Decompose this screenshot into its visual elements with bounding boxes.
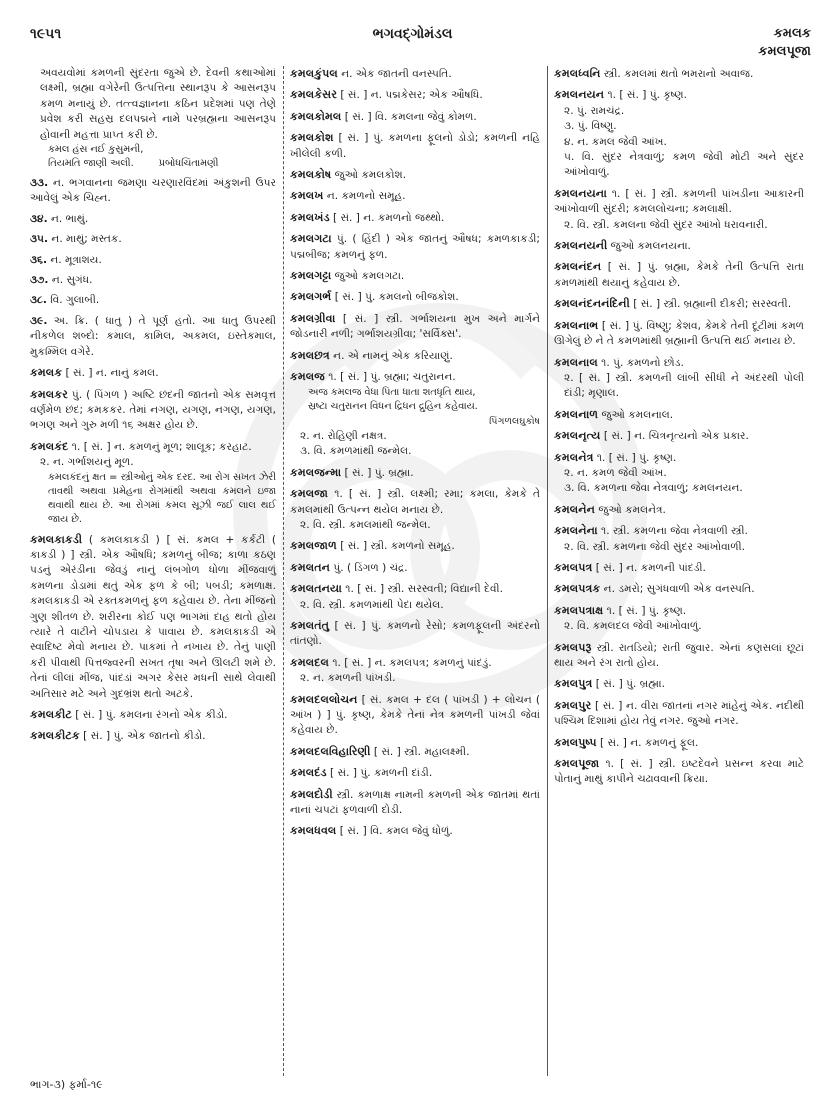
- column-2: [283, 66, 547, 1076]
- headword: કમલનેત્ર: [554, 450, 594, 464]
- headword: કમલજ: [290, 370, 325, 384]
- dictionary-entry: કમલપુર [ સં. ] ન. વીરા જાતનાં નગર માંહેનું એક. નદીથી પશ્ચિમ દિશામાં હોય તેવું નગર. જુઓ નગર.: [554, 698, 804, 728]
- running-title: ભગવદ્ગોમંડલ: [372, 26, 453, 42]
- headword: કમલકીટ: [30, 708, 72, 721]
- dictionary-entry: કમલપુષ્પ [ સં. ] ન. કમળનું ફૂલ.: [554, 735, 699, 749]
- numbered-sense: ૩૭. ન. સુગંધ.: [30, 274, 93, 287]
- headword: કમલપરૂ: [554, 640, 592, 654]
- dictionary-entry: કમલકીટ [ સં. ] પું. કમલના રંગનો એક કીડો.: [30, 708, 228, 721]
- headword: કમલનાળ: [554, 407, 599, 421]
- quote-source: પિંગળલઘુકોષ: [489, 415, 540, 427]
- dictionary-entry: કમલખ ન. કમળનો સમૂહ.: [290, 189, 406, 203]
- headword: કમલજા: [290, 487, 329, 501]
- headword: કમલજાળ: [290, 539, 337, 553]
- dictionary-entry: કમલકાકડી ( કમલકાકડી ) [ સં. કમલ + કર્કટી ( કાકડી ) ] સ્ત્રી. એક ઔષધિ; કમળનું બીજ; કાળા કઠણ પડનું એરંડીના જેવડું નાનું લંબગોળ ધોળા મીંજવાળું કમળના ડોડામાં થતું એક ફળ કે બી; પબડી; કમળાક્ષ. કમલકાકડી એ રક્તકમળનું ફળ કહેવાય છે. તેના મીંજનો ગુણ શીતળ છે. શરીરના કોઈ પણ ભાગમાં દાહ થતો હોય ત્યારે તે વાટીને ચોપડાય કે પાવાય છે. કમલકાકડી એ સ્વાદિષ્ટ મેવો મનાય છે. પાકમાં તે નખાય છે. તેનું પાણી કરી પીવાથી પિત્તજ્વરની સખત તૃષા અને ઊલટી શમે છે. તેનાં લીલાં મીંજ, પાંદડાં અગર કેસર મધની સાથે લેવાથી અતિસાર મટે અને ગુદભ્રંશ થતો અટકે.: [30, 532, 276, 700]
- dictionary-entry: કમલનયના ૧. [ સં. ] સ્ત્રી. કમળની પાંખડીના આકારની આંખોવાળી સુંદરી; કમલલોચના; કમલાક્ષી. ૨. વિ. સ્ત્રી. કમલના જેવી સુંદર આંખો ધરાવનારી.: [554, 186, 804, 231]
- dictionary-entry: કમલદોડી સ્ત્રી. કમળાક્ષ નામની કમળની એક જાતમાં થતાં નાનાં ચપટાં ફળવાળી દોડી.: [290, 787, 541, 817]
- headword: કમલનાભ: [554, 318, 599, 332]
- quote-line: અજ કમલજ વેધા પિતા ધાતા શતધૃતિ થાય,: [308, 386, 476, 398]
- quote-line: સ્રષ્ટા ચતુરાનન વિધન દ્રિધન દ્રુહિન કહેવાય.: [308, 400, 478, 412]
- dictionary-entry: કમલનૃત્ય [ સં. ] ન. ચિત્રનૃત્યનો એક પ્રકાર.: [554, 429, 749, 443]
- headword: કમલગટ્ટા: [290, 269, 332, 283]
- numbered-sense: ૩૪. ન. ભાથું.: [30, 212, 89, 225]
- numbered-sense: ૩૫. ન. માથું; મસ્તક.: [30, 233, 122, 246]
- dictionary-entry: કમલધ્વનિ સ્ત્રી. કમલમાં થતો ભમરાનો અવાજ.: [554, 67, 754, 80]
- headword: કમલકંદ: [30, 439, 69, 453]
- headword: કમલપુત્ર: [554, 677, 593, 691]
- dictionary-entry: કમલગટા પું. ( હિંદી ) એક જાતનું ઔષધ; કમળકાકડી; પદ્મબીજ; કમળનું ફળ.: [290, 232, 540, 261]
- headword: કમલખંડ: [290, 210, 330, 224]
- headword: કમલદલ: [290, 655, 329, 669]
- headword: કમલગટા: [290, 232, 332, 246]
- headword: કમલક: [30, 366, 63, 380]
- headword: કમલકેસર: [290, 88, 337, 102]
- dictionary-entry: કમલકર પું. ( પિંગળ ) અષ્ટિ છંદની જાતનો એક સમવૃત્ત વર્ણમેળ છંદ; કમકકર. તેમાં નગણ, યગણ, નગણ, યગણ, ભગણ અને ગુરુ મળી ૧૬ અક્ષર હોય છે.: [30, 387, 276, 432]
- dictionary-entry: કમલછત્ર ન. એ નામનું એક કરિયાણું.: [290, 348, 453, 362]
- headword: કમલદંડ: [290, 766, 327, 780]
- dictionary-entry: કમલનંદનનંદિની [ સં. ] સ્ત્રી. બ્રહ્માની દીકરી; સરસ્વતી.: [554, 297, 792, 311]
- headword: કમલનેન: [554, 502, 595, 516]
- dictionary-entry: કમલકોષ જુઓ કમલકોશ.: [290, 168, 407, 182]
- headword: કમલનૃત્ય: [554, 429, 601, 443]
- headword: કમલદલવિહારિણી: [290, 744, 371, 758]
- dictionary-entry: કમલપરૂ સ્ત્રી. રાતડિયો; રાતી જુવાર. એનાં કણસલાં છૂટાં થાય અને રંગ રાતો હોય.: [554, 640, 804, 669]
- dictionary-entry: કમલપત્રાક્ષ ૧. [ સં. ] પું. કૃષ્ણ. ૨. વિ. કમલદલ જેવી આંખોવાળું.: [554, 603, 702, 633]
- quote-source: પ્રબોધચિંતામણી: [158, 158, 219, 170]
- headword: કમલકોમલ: [290, 109, 342, 123]
- dictionary-entry: કમલનયન ૧. [ સં. ] પું. કૃષ્ણ. ૨. પું. રામચંદ્ર. ૩. પું. વિષ્ણુ. ૪. ન. કમલ જેવી આંખ. ૫. વિ. સુંદર નેત્રવાળું; કમળ જેવી મોટી અને સુંદર આંખોવાળું.: [554, 88, 804, 179]
- headword: કમલદોડી: [290, 787, 333, 801]
- headword: કમલપુર: [554, 698, 592, 712]
- dictionary-entry: કમલનેત્ર ૧. [ સં. ] પું. કૃષ્ણ. ૨. ન. કમળ જેવી આંખ. ૩. વિ. કમળના જેવા નેત્રવાળું; કમલનયન.: [554, 450, 743, 495]
- headword: કમલપૂજા: [554, 757, 600, 771]
- dictionary-entry: કમલપૂજા ૧. [ સં. ] સ્ત્રી. ઇષ્ટદેવને પ્રસન્ન કરવા માટે પોતાનું માથું કાપીને ચઢાવવાની ક્રિયા.: [554, 757, 804, 786]
- headword: કમલપત્રાક્ષ: [554, 603, 604, 617]
- usage-note: કમલકંદનું ક્ષત = સ્ત્રીઓનું એક દરદ. આ રોગ સખત ઝેરી તાવથી અથવા પ્રમેહના રોગમાંથી અથવા કમલને ઇજા થવાથી થાય છે. આ રોગમાં કમલ સૂઝી જઈ લાલ થઈ જાય છે.: [48, 471, 276, 525]
- headword: કમલગ્રીવા: [290, 311, 336, 325]
- headword: કમલદલલોચન: [290, 692, 358, 706]
- headword: કમલતન: [290, 560, 331, 574]
- dictionary-entry: કમલજ ૧. [ સં. ] પું. બ્રહ્મા; ચતુરાનન. અજ કમલજ વેધા પિતા ધાતા શતધૃતિ થાય, સ્રષ્ટા ચતુરાનન વિધન દ્રિધન દ્રુહિન કહેવાય. પિંગળલઘુકોષ ૨. ન. રોહિણી નક્ષત્ર. ૩. વિ. કમળમાંથી જન્મેલ.: [290, 370, 540, 458]
- dictionary-entry: કમલજાળ [ સં. ] સ્ત્રી. કમળનો સમૂહ.: [290, 539, 455, 553]
- headword: કમલધવલ: [290, 824, 337, 838]
- printer-signature: ભાગ-૩) ફર્મા-૧૯: [30, 1078, 103, 1091]
- dictionary-entry: કમલગર્ભ [ સં. ] પું. કમલનો બીજકોશ.: [290, 290, 459, 304]
- dictionary-entry: કમલતંતુ [ સં. ] પું. કમળનો રેસો; કમળફૂલની અંદરનો તાંતણો.: [290, 618, 540, 648]
- dictionary-entry: કમલનયની જુઓ કમલનયના.: [554, 239, 691, 253]
- headword: કમલખ: [290, 189, 324, 203]
- headword: કમલકર: [30, 387, 68, 401]
- dictionary-entry: કમલનાભ [ સં. ] પું. વિષ્ણુ; કેશવ, કેમકે તેની દૂંટીમાં કમળ ઊગેલું છે ને તે કમળમાંથી બ્રહ્માની ઉત્પત્તિ થઈ મનાય છે.: [554, 318, 804, 348]
- dictionary-entry: કમલપત્રક ન. ડમરો; સુગંધવાળી એક વનસ્પતિ.: [554, 582, 755, 596]
- dictionary-entry: કમલકેસર [ સં. ] ન. પદ્મકેસર; એક ઔષધિ.: [290, 88, 483, 102]
- dictionary-entry: કમલખંડ [ સં. ] ન. કમળનો જથ્થો.: [290, 210, 445, 224]
- headword: કમલનયન: [554, 88, 605, 102]
- column-3: [547, 66, 804, 1076]
- headword: કમલનયના: [554, 186, 607, 200]
- headword: કમલકુંપલ: [290, 67, 338, 80]
- headword: કમલજન્મા: [290, 465, 342, 479]
- dictionary-entry: કમલધવલ [ સં. ] વિ. કમલ જેવું ધોળું.: [290, 824, 453, 838]
- dictionary-entry: કમલપુત્ર [ સં. ] પું. બ્રહ્મા.: [554, 677, 665, 691]
- dictionary-entry: કમલનાલ ૧. પું. કમળનો છોડ. ૨. [ સં. ] સ્ત્રી. કમળની લાંબી સીધી ને અંદરથી પોલી દાંડી; મૃણાલ.: [554, 355, 804, 400]
- dictionary-entry: કમલદંડ [ સં. ] પું. કમળની દાંડી.: [290, 766, 433, 780]
- continuation-text: અવયવોમાં કમળની સુંદરતા જુએ છે. દેવની કથાઓમાં લક્ષ્મી, બ્રહ્મા વગેરેની ઉત્પત્તિના સ્થાનરૂપ કે આસનરૂપ કમળ મનાયું છે. તત્ત્વજ્ઞાનના કઠિન પ્રદેશમાં પણ તેણે પ્રવેશ કરી સહસ્ર દલપદ્મને નામે પરબ્રહ્મના આસનરૂપ હોવાની મહત્તા પ્રાપ્ત કરી છે.: [40, 67, 276, 141]
- headword: કમલકોષ: [290, 168, 332, 182]
- dictionary-entry: કમલકંદ ૧. [ સં. ] ન. કમળનું મૂળ; શાલૂક; કરહાટ. ૨. ન. ગર્ભાશયનું મૂળ. કમલકંદનું ક્ષત = સ્ત્રીઓનું એક દરદ. આ રોગ સખત ઝેરી તાવથી અથવા પ્રમેહના રોગમાંથી અથવા કમલને ઇજા થવાથી થાય છે. આ રોગમાં કમલ સૂઝી જઈ લાલ થઈ જાય છે.: [30, 439, 276, 525]
- dictionary-entry: કમલકુંપલ ન. એક જાતની વનસ્પતિ.: [290, 67, 452, 80]
- column-1: [30, 66, 283, 1076]
- dictionary-entry: કમલદલ ૧. [ સં. ] ન. કમલપત્ર; કમળનું પાંદડું. ૨. ન. કમળની પાંખડી.: [290, 655, 492, 685]
- headword: કમલનંદનનંદિની: [554, 297, 630, 311]
- dictionary-entry: કમલકોમલ [ સં. ] વિ. કમલના જેવું કોમળ.: [290, 109, 477, 123]
- guide-word-last: કમલપૂજા: [758, 44, 811, 59]
- dictionary-entry: કમલદલવિહારિણી [ સં. ] સ્ત્રી. મહાલક્ષ્મી.: [290, 744, 470, 758]
- quote-line: કમલ હંસ નઈ કુસુમની,: [48, 144, 144, 156]
- entry-continuation: [30, 66, 276, 171]
- headword: કમલકોશ: [290, 131, 334, 145]
- dictionary-entry: કમલપત્ર [ સં. ] ન. કમળની પાંદડી.: [554, 560, 706, 574]
- headword: કમલધ્વનિ: [554, 67, 601, 80]
- dictionary-entry: કમલનેન જુઓ કમલનેત્ર.: [554, 502, 666, 516]
- numbered-sense: ૩૩. ન. ભગવાનના જમણા ચરણારવિંદમાં અંકુશની ઉપર આવેલું એક ચિહ્ન.: [30, 177, 276, 205]
- dictionary-entry: કમલદલલોચન [ સં. કમલ + દલ ( પાંખડી ) + લોચન ( આંખ ) ] પું. કૃષ્ણ, કેમકે તેનાં નેત્ર કમળની પાંખડી જેવાં કહેવાય છે.: [290, 692, 540, 737]
- dictionary-entry: કમલતનયા ૧. [ સં. ] સ્ત્રી. સરસ્વતી; વિદ્યાની દેવી. ૨. વિ. સ્ત્રી. કમળમાંથી પેદા થયેલ.: [290, 582, 503, 611]
- dictionary-entry: કમલનંદન [ સં. ] પું. બ્રહ્મા, કેમકે તેની ઉત્પત્તિ રાતા કમળમાંથી થયાનું કહેવાય છે.: [554, 260, 804, 289]
- guide-word-first: કમલક: [773, 26, 811, 41]
- dictionary-entry: કમલક [ સં. ] ન. નાનું કમલ.: [30, 366, 159, 380]
- headword: કમલકાકડી: [30, 532, 83, 546]
- dictionary-entry: કમલકોશ [ સં. ] પું. કમળના ફૂલનો ડોડો; કમળની નહિ ખીલેલી કળી.: [290, 131, 540, 160]
- dictionary-entry: કમલજા ૧. [ સં. ] સ્ત્રી. લક્ષ્મી; રમા; કમલા, કેમકે તે કમલમાંથી ઉત્પન્ન થયેલ મનાય છે. ૨. વિ. સ્ત્રી. કમલમાંથી જન્મેલ.: [290, 487, 540, 531]
- dictionary-entry: કમલજન્મા [ સં. ] પું. બ્રહ્મા.: [290, 465, 414, 479]
- headword: કમલપત્રક: [554, 582, 601, 596]
- headword: કમલકીટક: [30, 729, 80, 743]
- dictionary-entry: કમલનેના ૧. સ્ત્રી. કમળના જેવા નેત્રવાળી સ્ત્રી. ૨. વિ. સ્ત્રી. કમળના જેવી સુંદર આંખોવાળી.: [554, 524, 748, 553]
- dictionary-entry: કમલગ્રીવા [ સં. ] સ્ત્રી. ગર્ભાશયના મુખ અને માર્ગને જોડનારી નળી; ગર્ભાશયગ્રીવા; 'સર્વિક્સ'.: [290, 311, 540, 341]
- headword: કમલપત્ર: [554, 560, 593, 574]
- numbered-sense: ૩૬. ન. મૂત્રાશય.: [30, 253, 102, 266]
- headword: કમલનંદન: [554, 260, 602, 274]
- headword: કમલપુષ્પ: [554, 735, 597, 749]
- dictionary-columns: [30, 66, 820, 1076]
- headword: કમલતંતુ: [290, 618, 330, 632]
- headword: કમલગર્ભ: [290, 290, 332, 304]
- headword: કમલનયની: [554, 239, 608, 253]
- headword: કમલનાલ: [554, 355, 598, 369]
- page-header: [0, 22, 825, 62]
- dictionary-entry: કમલગટ્ટા જુઓ કમલગટા.: [290, 269, 405, 283]
- dictionary-entry: કમલતન પું. ( ડિંગળ ) ચંદ્ર.: [290, 560, 408, 574]
- quote-line: તિયમતિ જાણી અલી. પ્રબોધચિંતામણી: [48, 158, 219, 170]
- dictionary-entry: કમલનાળ જુઓ કમલનાલ.: [554, 407, 674, 421]
- numbered-sense: ૩૮. વિ. ગુલાબી.: [30, 294, 100, 307]
- page-number: ૧૯૫૧: [30, 26, 62, 42]
- headword: કમલનેના: [554, 524, 598, 538]
- numbered-sense: ૩૯. અ. ક્રિ. ( ધાતુ ) તે પૂર્ણ હતો. આ ધાતુ ઉપરથી નીકળેલ શબ્દો: કમાલ, કામિલ, અકમલ, ઇસ્તેકમાલ, મુકમ્મિલ વગેરે.: [30, 314, 276, 358]
- dictionary-entry: કમલકીટક [ સં. ] પું. એક જાતનો કીડો.: [30, 729, 206, 743]
- headword: કમલછત્ર: [290, 348, 330, 362]
- headword: કમલતનયા: [290, 582, 342, 596]
